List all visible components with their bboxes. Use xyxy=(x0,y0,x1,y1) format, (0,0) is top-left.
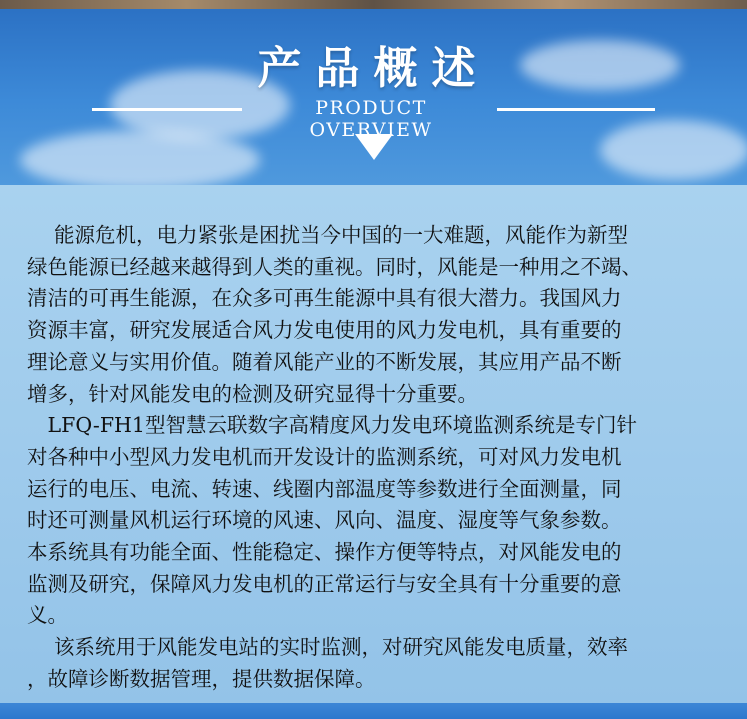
text-line: 增多，针对风能发电的检测及研究显得十分重要。 xyxy=(27,381,478,406)
page-subtitle: PRODUCT OVERVIEW xyxy=(309,97,433,141)
text-line: 本系统具有功能全面、性能稳定、操作方便等特点，对风能发电的 xyxy=(27,540,622,565)
page-title: 产品概述 xyxy=(257,43,490,94)
text-line: 能源危机，电力紧张是困扰当今中国的一大难题，风能作为新型 xyxy=(27,223,629,247)
header-banner xyxy=(0,0,747,185)
overview-text xyxy=(27,220,727,696)
text-line: 时还可测量风机运行环境的风速、风向、温度、湿度等气象参数。 xyxy=(27,508,622,533)
text-line: 理论意义与实用价值。随着风能产业的不断发展，其应用产品不断 xyxy=(27,349,622,374)
divider-right xyxy=(497,108,655,111)
cloud-decoration xyxy=(20,130,260,185)
text-line: 对各种中小型风力发电机而开发设计的监测系统，可对风力发电机 xyxy=(27,444,622,469)
text-line: 清洁的可再生能源，在众多可再生能源中具有很大潜力。我国风力 xyxy=(27,286,622,311)
cloud-decoration xyxy=(600,120,747,180)
text-line: 资源丰富，研究发展适合风力发电使用的风力发电机，具有重要的 xyxy=(27,318,622,343)
down-arrow-icon xyxy=(355,134,393,160)
photo-strip xyxy=(0,0,747,9)
text-line: 运行的电压、电流、转速、线圈内部温度等参数进行全面测量，同 xyxy=(27,476,622,501)
text-line: 监测及研究，保障风力发电机的正常运行与安全具有十分重要的意 xyxy=(27,571,622,596)
text-line: 绿色能源已经越来越得到人类的重视。同时，风能是一种用之不竭、 xyxy=(27,254,642,279)
text-line: LFQ-FH1型智慧云联数字高精度风力发电环境监测系统是专门针 xyxy=(27,413,637,438)
text-line: ，故障诊断数据管理，提供数据保障。 xyxy=(27,666,376,691)
divider-left xyxy=(92,108,242,111)
footer-band xyxy=(0,703,747,719)
text-line: 该系统用于风能发电站的实时监测，对研究风能发电质量，效率 xyxy=(27,635,629,660)
text-line: 义。 xyxy=(27,603,68,628)
